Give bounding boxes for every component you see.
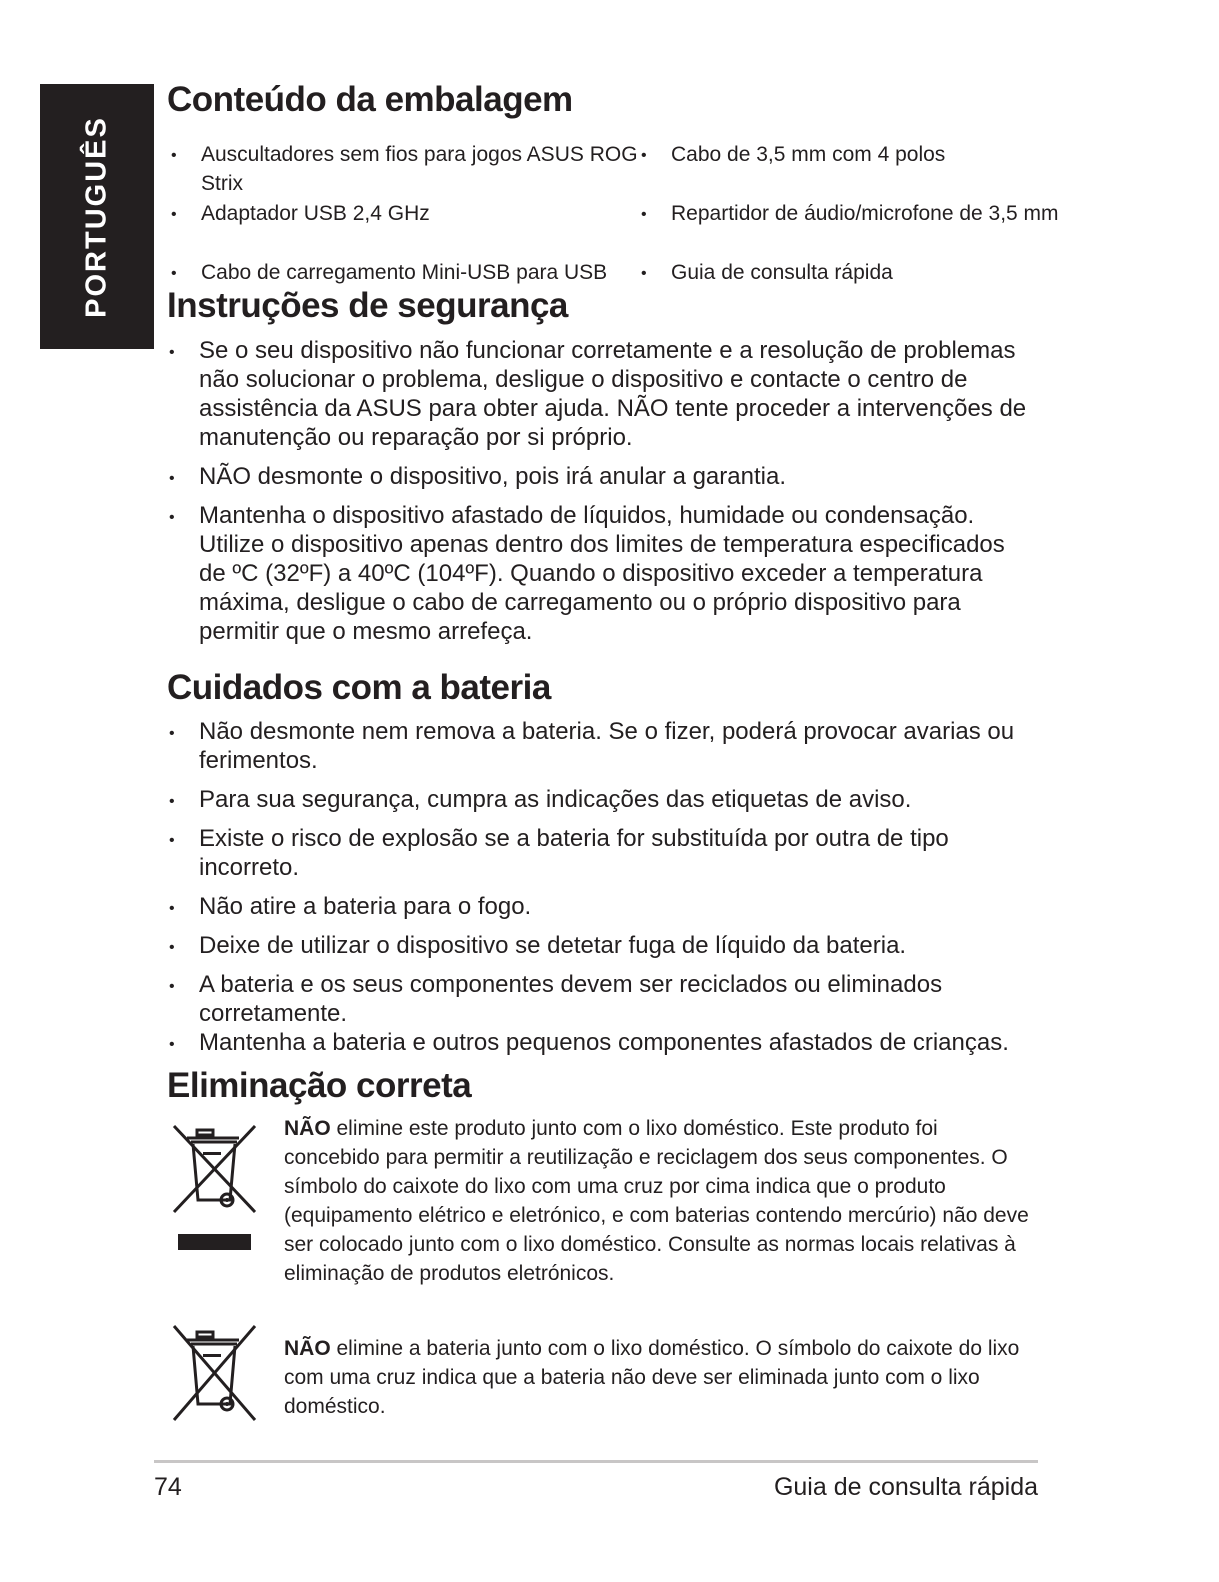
page-number: 74 <box>154 1473 182 1501</box>
list-item: • Se o seu dispositivo não funcionar corretamente e a resolução de problemas não solucionar o problema, desligue o dispositivo e contacte o centro de assistência da ASUS para obter ajuda. NÃO tente proceder a intervenções de manutenção ou reparação por si próprio. <box>167 336 1027 452</box>
list-item: • Deixe de utilizar o dispositivo se detetar fuga de líquido da bateria. <box>167 931 1027 960</box>
list-item: • NÃO desmonte o dispositivo, pois irá anular a garantia. <box>167 462 1027 491</box>
language-side-tab <box>40 84 154 349</box>
list-item: • Não desmonte nem remova a bateria. Se o fizer, poderá provocar avarias ou ferimentos. <box>167 717 1027 775</box>
list-item: • Auscultadores sem fios para jogos ASUS ROG Strix <box>167 140 661 198</box>
crossed-bin-icon <box>167 1114 263 1259</box>
list-item: • Não atire a bateria para o fogo. <box>167 892 1027 921</box>
safety-heading: Instruções de segurança <box>167 286 568 325</box>
language-label: PORTUGUÊS <box>80 115 113 318</box>
list-item: • Repartidor de áudio/microfone de 3,5 mm <box>637 199 1071 228</box>
safety-list <box>167 336 1027 646</box>
package-contents-heading: Conteúdo da embalagem <box>167 80 573 119</box>
list-item: • Mantenha a bateria e outros pequenos componentes afastados de crianças. <box>167 1028 1027 1057</box>
product-disposal-text: NÃO elimine este produto junto com o lixo doméstico. Este produto foi concebido para permitir a reutilização e reciclagem dos seus componentes. O símbolo do caixote do lixo com uma cruz por cima indica que o produto (equipamento elétrico e eletrónico, e com baterias contendo mercúrio) não deve ser colocado junto com o lixo doméstico. Consulte as normas locais relativas à eliminação de produtos eletrónicos. <box>284 1117 1029 1285</box>
list-item: • A bateria e os seus componentes devem ser reciclados ou eliminados corretamente. <box>167 970 1027 1028</box>
battery-disposal-text: NÃO elimine a bateria junto com o lixo doméstico. O símbolo do caixote do lixo com uma cruz indica que a bateria não deve ser eliminada junto com o lixo doméstico. <box>284 1337 1020 1418</box>
battery-care-heading: Cuidados com a bateria <box>167 668 551 707</box>
crossed-bin-battery-icon <box>167 1320 263 1429</box>
battery-care-list <box>167 717 1027 1057</box>
list-item: • Adaptador USB 2,4 GHz <box>167 199 661 228</box>
list-item: • Para sua segurança, cumpra as indicações das etiquetas de aviso. <box>167 785 1027 814</box>
list-item: • Guia de consulta rápida <box>637 258 1071 287</box>
emphasis: NÃO <box>284 1117 331 1140</box>
list-item: • Cabo de 3,5 mm com 4 polos <box>637 140 1071 169</box>
footer-title: Guia de consulta rápida <box>773 1473 1038 1501</box>
list-item: • Mantenha o dispositivo afastado de líquidos, humidade ou condensação. Utilize o dispositivo apenas dentro dos limites de temperatura especificados de ºC (32ºF) a 40ºC (104ºF). Quando o dispositivo exceder a temperatura máxima, desligue o cabo de carregamento ou o próprio dispositivo para permitir que o mesmo arrefeça. <box>167 501 1027 646</box>
list-item: • Cabo de carregamento Mini-USB para USB <box>167 258 661 287</box>
footer-divider <box>154 1460 1038 1463</box>
list-item: • Existe o risco de explosão se a bateria for substituída por outra de tipo incorreto. <box>167 824 1027 882</box>
disposal-heading: Eliminação correta <box>167 1066 472 1105</box>
emphasis: NÃO <box>284 1337 331 1360</box>
